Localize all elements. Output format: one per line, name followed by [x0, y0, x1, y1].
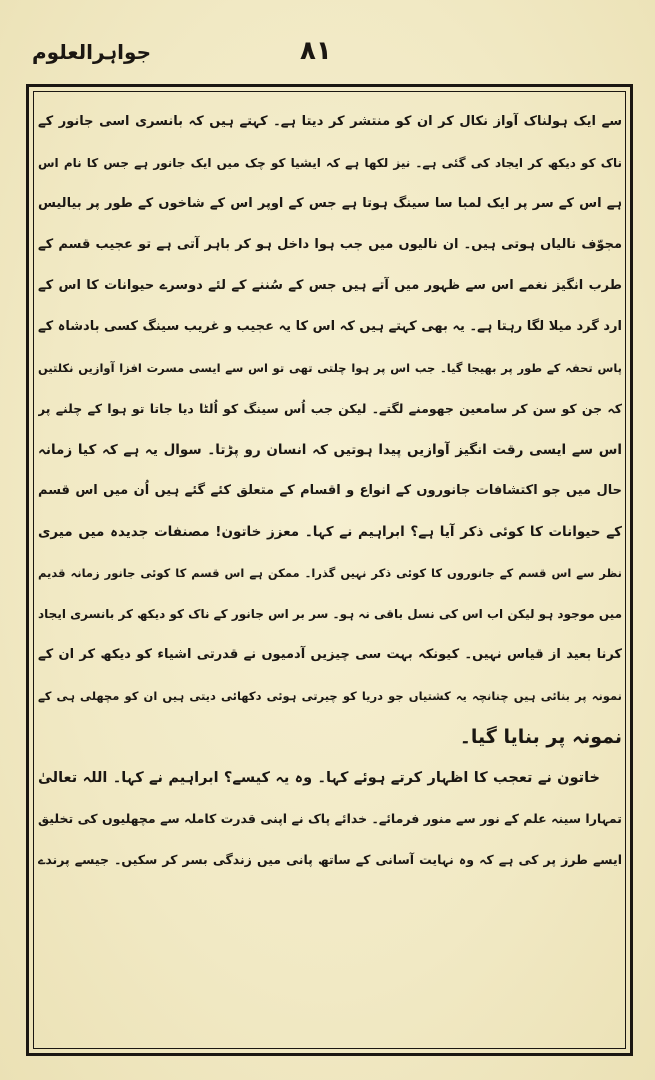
text-line: مجوّف نالیاں ہوتی ہیں۔ ان نالیوں میں جب ہوا داخل ہو کر باہر آتی ہے تو عجیب قسم کے: [38, 237, 622, 252]
text-line: کہ جن کو سن کر سامعین جھومنے لگتے۔ لیکن جب اُس سینگ کو اُلٹا دیا جاتا تو ہوا کے چلنے پر: [38, 401, 622, 416]
text-line: اس سے ایسی رقت انگیز آوازیں پیدا ہوتیں کہ انسان رو پڑتا۔ سوال یہ ہے کہ کیا زمانہ: [38, 442, 622, 458]
page-header: [0, 38, 655, 78]
text-line: ارد گرد میلا لگا رہتا ہے۔ یہ بھی کہتے ہیں کہ اس کا یہ عجیب و غریب سینگ کسی بادشاہ کے: [38, 319, 622, 334]
text-line: تمہارا سینہ علم کے نور سے منور فرمائے۔ خدائے پاک نے اپنی قدرت کاملہ سے مچھلیوں کی تخلیق: [38, 811, 622, 826]
running-title: جواہرالعلوم: [32, 40, 151, 64]
text-line: نظر سے اس قسم کے جانوروں کا کوئی ذکر نہیں گذرا۔ ممکن ہے اس قسم کا کوئی جانور زمانہ قدیم: [38, 566, 622, 580]
text-line: خاتون نے تعجب کا اظہار کرتے ہوئے کہا۔ وہ یہ کیسے؟ ابراہیم نے کہا۔ اللہ تعالیٰ: [38, 770, 600, 786]
text-line: سے ایک ہولناک آواز نکال کر ان کو منتشر کر دیتا ہے۔ کہتے ہیں کہ بانسری اسی جانور کے: [38, 114, 622, 129]
text-line: نمونہ پر بنائی ہیں چنانچہ یہ کشتیاں جو دریا کو چیرتی ہوئی دکھائی دیتی ہیں ان کو مچھلی ہی کے: [38, 689, 622, 703]
text-line: حال میں جو اکتشافات جانوروں کے انواع و اقسام کے متعلق کئے گئے ہیں اُن میں اس قسم: [38, 483, 622, 498]
text-line: کرنا بعید از قیاس نہیں۔ کیونکہ بہت سی چیزیں آدمیوں نے قدرتی اشیاء کو دیکھ کر ان کے: [38, 647, 622, 662]
text-line: نمونہ پر بنایا گیا۔: [459, 726, 622, 748]
text-line: ہے اس کے سر پر ایک لمبا سا سینگ ہوتا ہے جس کے اوپر اس کے شاخوں کے طور پر بیالیس: [38, 196, 622, 211]
text-line: میں موجود ہو لیکن اب اس کی نسل باقی نہ ہو۔ سر بر اس جانور کے ناک کو دیکھ کر بانسری ایجاد: [38, 607, 622, 621]
text-line: کے حیوانات کا کوئی ذکر آیا ہے؟ ابراہیم نے کہا۔ معزز خاتون! مصنفات جدیدہ میں میری: [38, 524, 622, 540]
text-line: پاس تحفہ کے طور پر بھیجا گیا۔ جب اس پر ہوا چلتی تھی تو اس سے ایسی مسرت افزا آوازیں نکلتیں: [38, 361, 622, 375]
text-line: ایسے طرز پر کی ہے کہ وہ نہایت آسانی کے ساتھ پانی میں زندگی بسر کر سکیں۔ جیسے پرندے: [38, 852, 622, 867]
text-line: طرب انگیز نغمے اس سے ظہور میں آتے ہیں جس کے سُننے کے لئے دوسرے حیوانات کا اس کے: [38, 278, 622, 293]
page-number: ۸۱: [300, 36, 332, 66]
text-line: ناک کو دیکھ کر ایجاد کی گئی ہے۔ نیز لکھا ہے کہ ایشیا کو چک میں ایک جانور ہے جس کا نام اس: [38, 156, 622, 170]
body-text: [38, 102, 622, 1042]
